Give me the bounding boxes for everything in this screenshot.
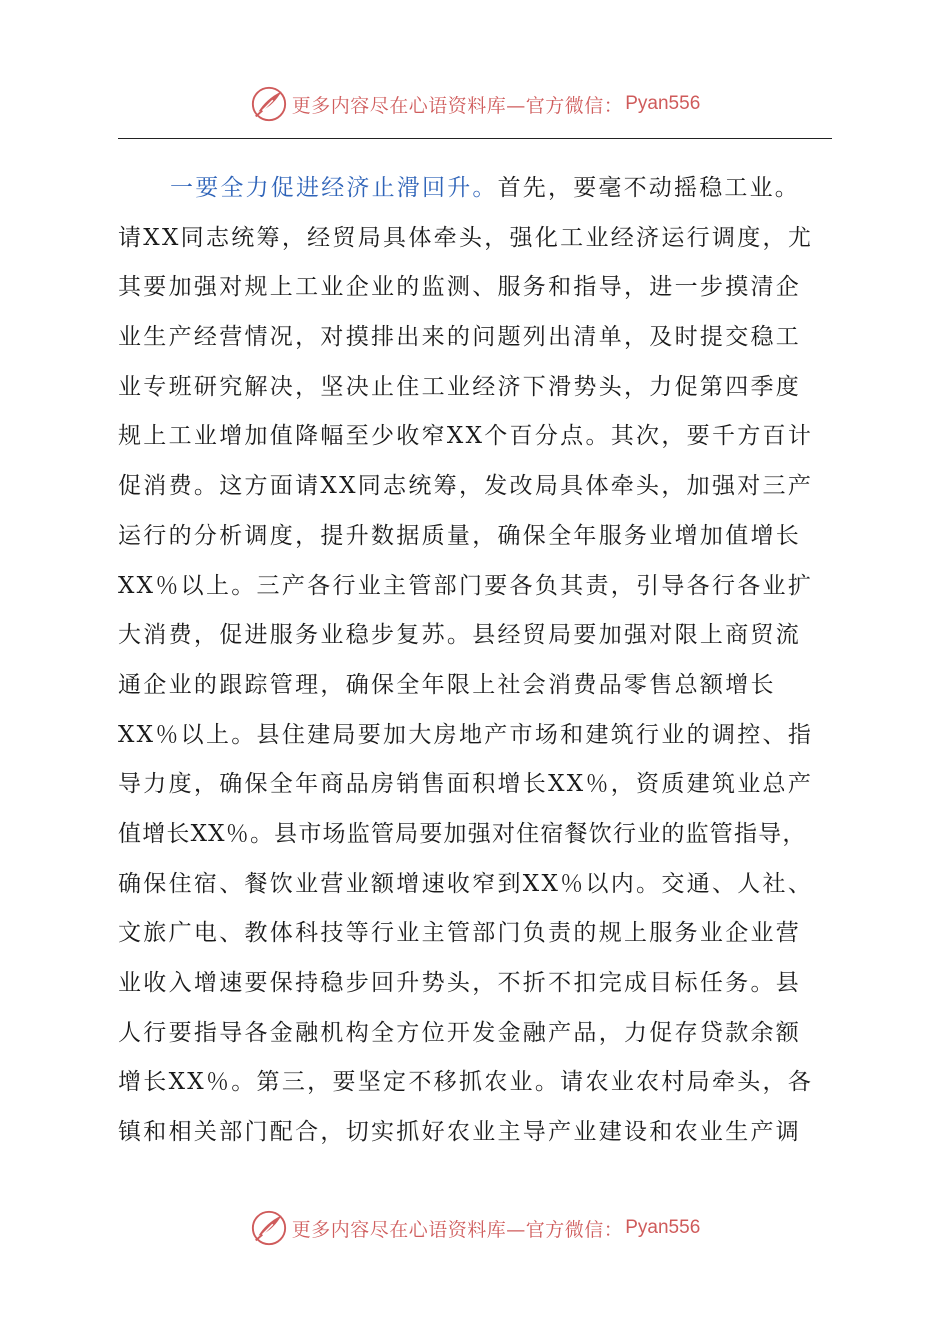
header-wechat-id: Pyan556 [625, 93, 701, 114]
header-banner-text: 更多内容尽在心语资料库—官方微信： [291, 94, 624, 117]
header-banner [0, 82, 950, 126]
section-lead-heading: 一要全力促进经济止滑回升。 [170, 175, 498, 201]
body-line: 其要加强对规上工业企业的监测、服务和指导，进一步摸清企 [118, 274, 802, 301]
body-line: 大消费，促进服务业稳步复苏。县经贸局要加强对限上商贸流 [118, 622, 802, 649]
body-line: 促消费。这方面请XX同志统筹，发改局具体牵头，加强对三产 [118, 473, 814, 500]
body-line: XX％以上。县住建局要加大房地产市场和建筑行业的调控、指 [118, 721, 814, 748]
body-line [118, 164, 832, 214]
body-line: 通企业的跟踪管理，确保全年限上社会消费品零售总额增长 [118, 671, 776, 698]
body-line: 人行要指导各金融机构全方位开发金融产品，力促存贷款余额 [118, 1019, 802, 1046]
body-line: 值增长XX％。县市场监管局要加强对住宿餐饮行业的监管指导， [118, 820, 807, 847]
body-line: 文旅广电、教体科技等行业主管部门负责的规上服务业企业营 [118, 920, 802, 947]
body-line: 增长XX％。第三，要坚定不移抓农业。请农业农村局牵头，各 [118, 1069, 814, 1096]
footer-banner-text: 更多内容尽在心语资料库—官方微信： [291, 1218, 624, 1241]
body-line: 业收入增速要保持稳步回升势头，不折不扣完成目标任务。县 [118, 970, 802, 996]
footer-wechat-id: Pyan556 [625, 1217, 701, 1238]
body-line: 规上工业增加值降幅至少收窄XX个百分点。其次，要千方百计 [118, 423, 814, 450]
body-line: 业专班研究解决，坚决止住工业经济下滑势头，力促第四季度 [118, 373, 802, 400]
body-line-text: 首先，要毫不动摇稳工业。 [497, 175, 801, 201]
body-line: 业生产经营情况，对摸排出来的问题列出清单，及时提交稳工 [118, 324, 802, 351]
body-line: 运行的分析调度，提升数据质量，确保全年服务业增加值增长 [118, 522, 802, 549]
quill-logo-icon [250, 85, 288, 123]
body-line: 请XX同志统筹，经贸局具体牵头，强化工业经济运行调度，尤 [118, 224, 814, 251]
body-line: 镇和相关部门配合，切实抓好农业主导产业建设和农业生产调 [118, 1119, 802, 1146]
header-divider [118, 138, 832, 139]
body-line: XX％以上。三产各行业主管部门要各负其责，引导各行各业扩 [118, 572, 814, 599]
quill-logo-icon [250, 1209, 288, 1247]
footer-banner [0, 1206, 950, 1250]
body-line: 导力度，确保全年商品房销售面积增长XX％，资质建筑业总产 [118, 771, 814, 798]
document-body [118, 164, 832, 1158]
body-line: 确保住宿、餐饮业营业额增速收窄到XX％以内。交通、人社、 [118, 870, 814, 897]
